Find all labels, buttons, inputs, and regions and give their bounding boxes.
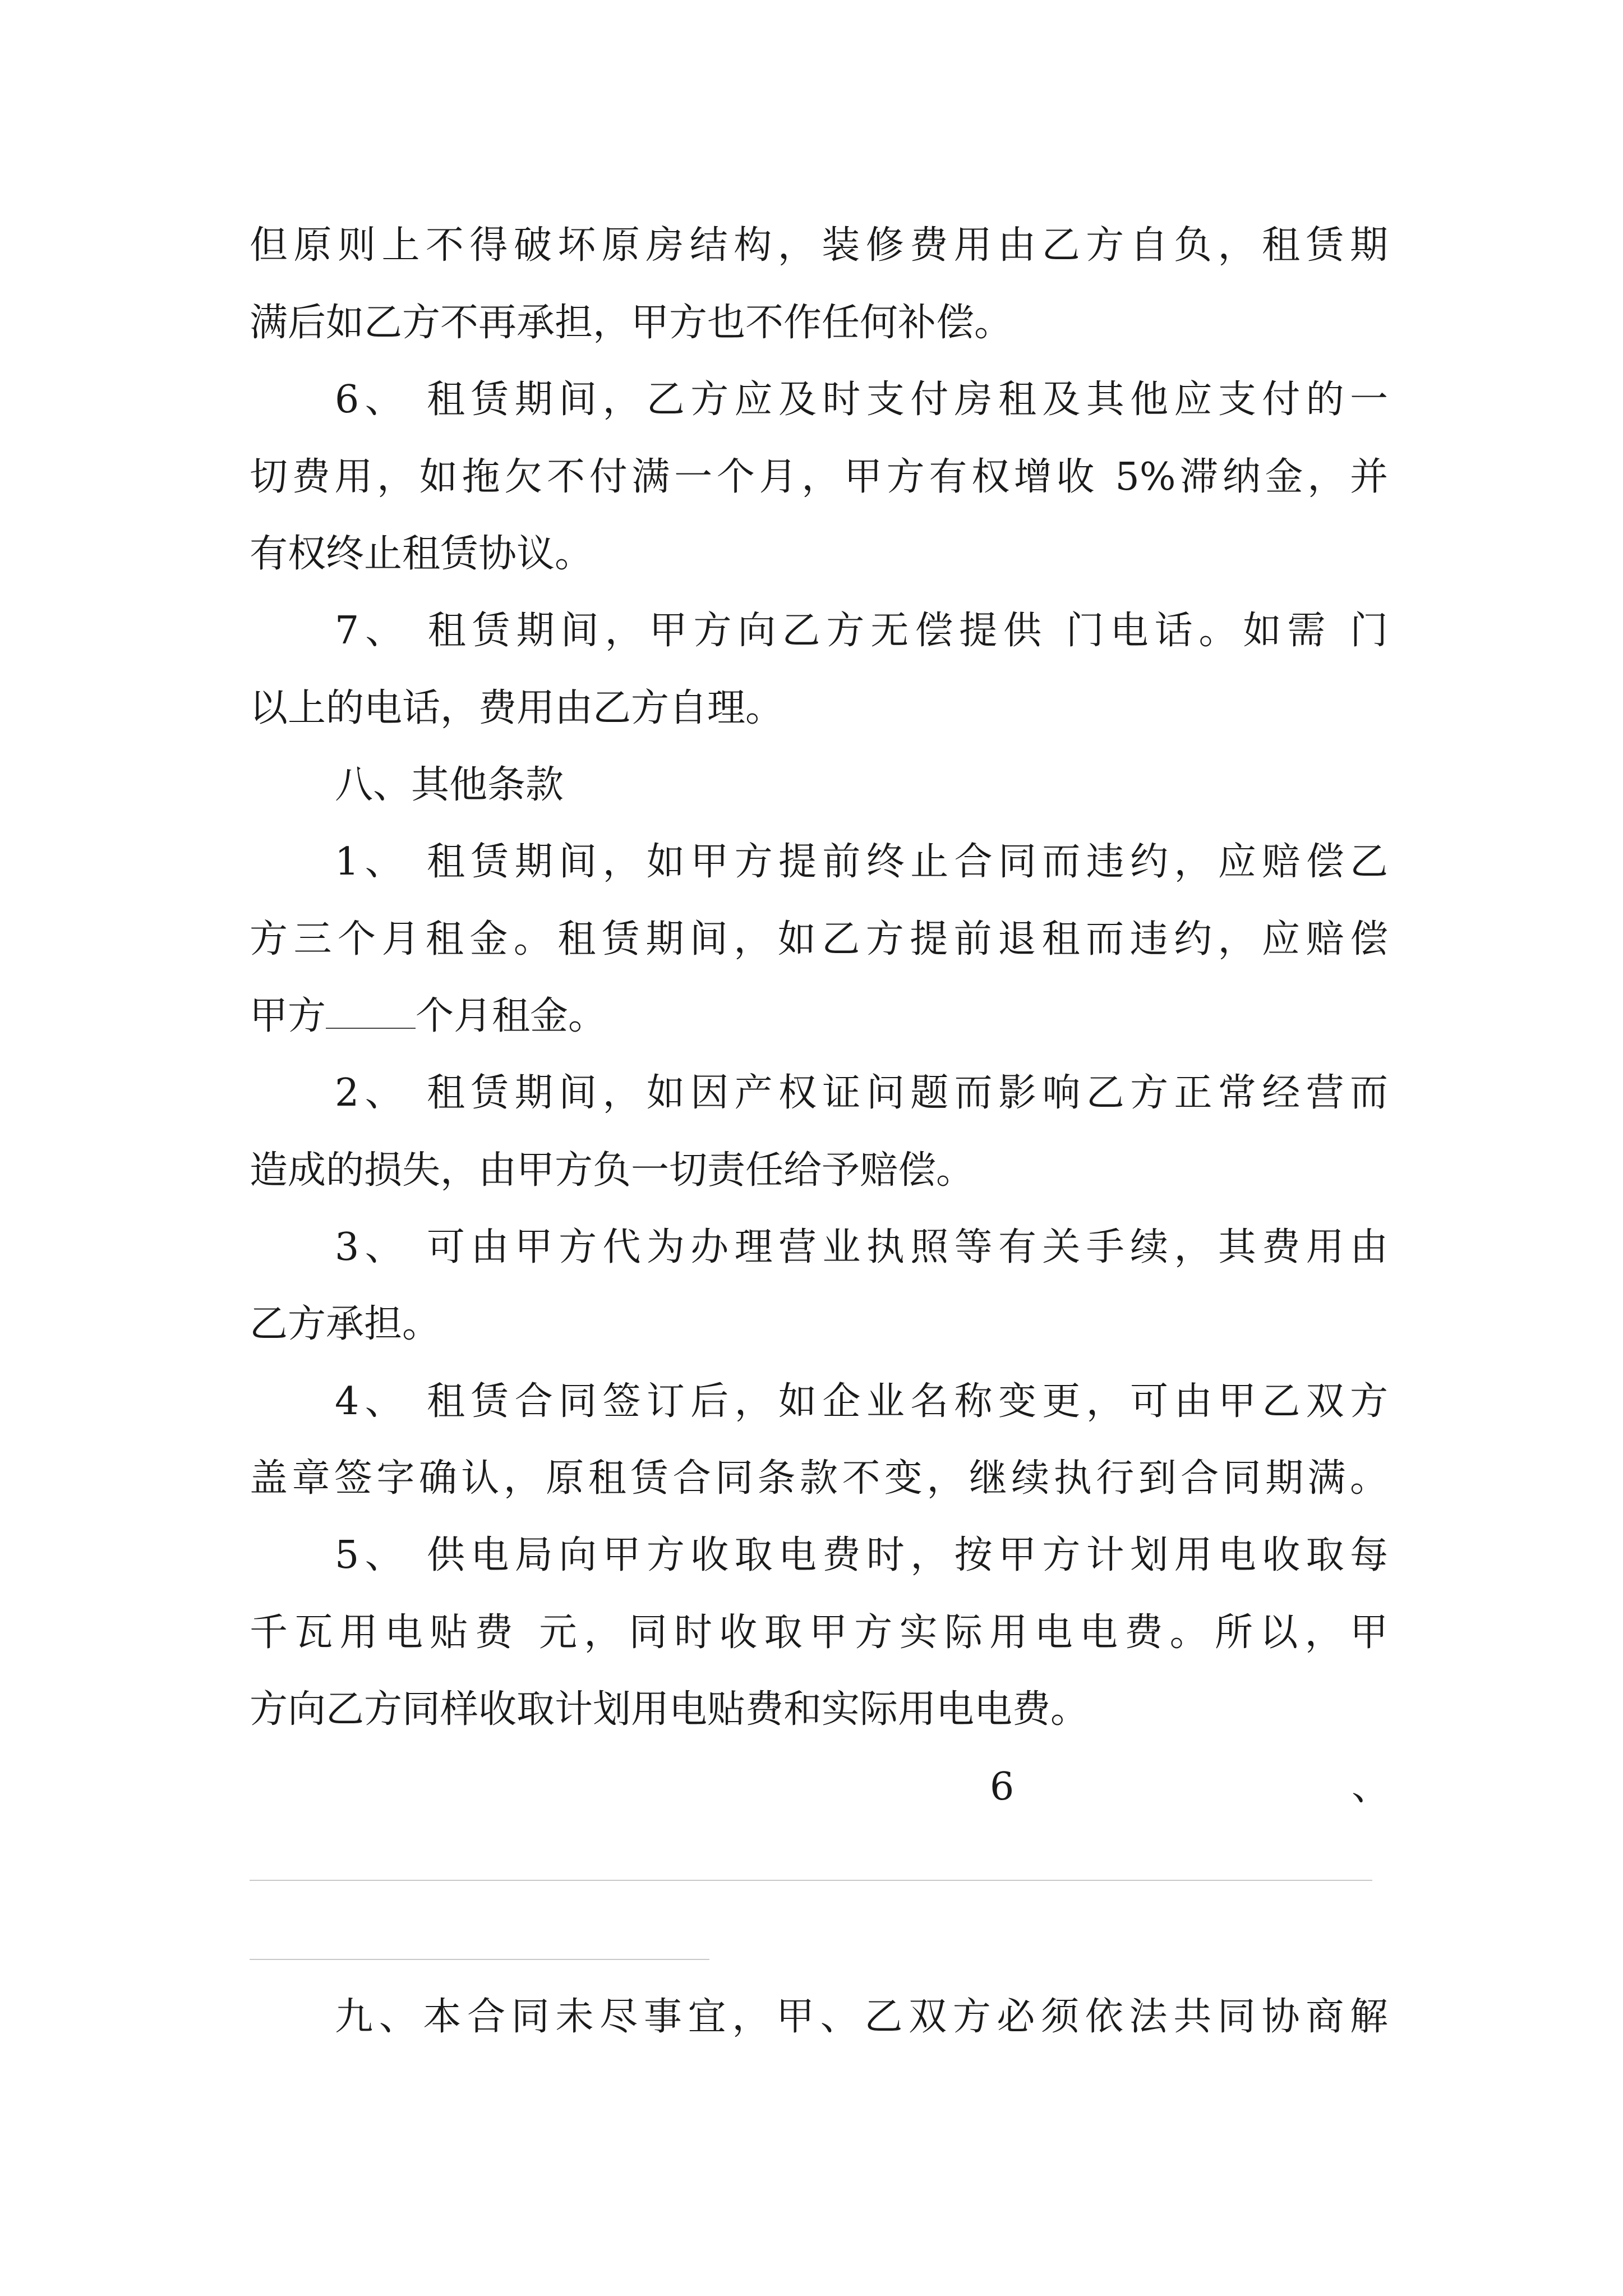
text-line-1: 但原则上不得破坏原房结构，装修费用由乙方自负，租赁期: [250, 223, 1388, 268]
section-8-heading: 八、其他条款: [335, 763, 564, 807]
fill-blank: [326, 994, 416, 1029]
clause-7-line-1: 7、 租赁期间，甲方向乙方无偿提供 门电话。如需 门: [335, 609, 1388, 653]
clause-7-line-2: 以上的电话，费用由乙方自理。: [250, 686, 784, 730]
clause-8-3-line-2: 乙方承担。: [250, 1302, 441, 1346]
fill-line-short: [250, 1959, 709, 1960]
clause-8-1-line-3-start: 甲方: [250, 994, 326, 1038]
clause-8-1-line-2: 方三个月租金。租赁期间，如乙方提前退租而违约，应赔偿: [250, 917, 1388, 961]
clause-8-5-line-1: 5、 供电局向甲方收取电费时，按甲方计划用电收取每: [335, 1533, 1388, 1577]
clause-8-1-line-3: [250, 990, 1388, 1043]
clause-8-5-line-3: 方向乙方同样收取计划用电贴费和实际用电电费。: [250, 1687, 1089, 1732]
clause-8-3-line-1: 3、 可由甲方代为办理营业执照等有关手续，其费用由: [335, 1225, 1388, 1269]
clause-8-2-line-1: 2、 租赁期间，如因产权证问题而影响乙方正常经营而: [335, 1071, 1388, 1115]
clause-8-6-number: 6: [990, 1765, 1015, 1809]
clause-8-2-line-2: 造成的损失，由甲方负一切责任给予赔偿。: [250, 1148, 975, 1193]
section-9-line-1: 九、本合同未尽事宜，甲、乙双方必须依法共同协商解: [335, 1995, 1388, 2039]
clause-6-line-3: 有权终止租赁协议。: [250, 532, 593, 576]
clause-6-line-2: 切费用，如拖欠不付满一个月，甲方有权增收 5%滞纳金，并: [250, 455, 1388, 499]
fill-line-long: [250, 1880, 1372, 1881]
clause-8-1-line-1: 1、 租赁期间，如甲方提前终止合同而违约，应赔偿乙: [335, 840, 1388, 884]
clause-8-4-line-1: 4、 租赁合同签订后，如企业名称变更，可由甲乙双方: [335, 1379, 1388, 1424]
clause-6-line-1: 6、 租赁期间，乙方应及时支付房租及其他应支付的一: [335, 378, 1388, 422]
clause-8-4-line-2: 盖章签字确认，原租赁合同条款不变，继续执行到合同期满。: [250, 1456, 1388, 1501]
text-line-2: 满后如乙方不再承担，甲方也不作任何补偿。: [250, 301, 1013, 345]
clause-8-6-mark: 、: [1352, 1765, 1390, 1809]
clause-8-1-line-3-end: 个月租金。: [416, 994, 607, 1038]
clause-8-5-line-2: 千瓦用电贴费 元，同时收取甲方实际用电电费。所以，甲: [250, 1611, 1388, 1655]
